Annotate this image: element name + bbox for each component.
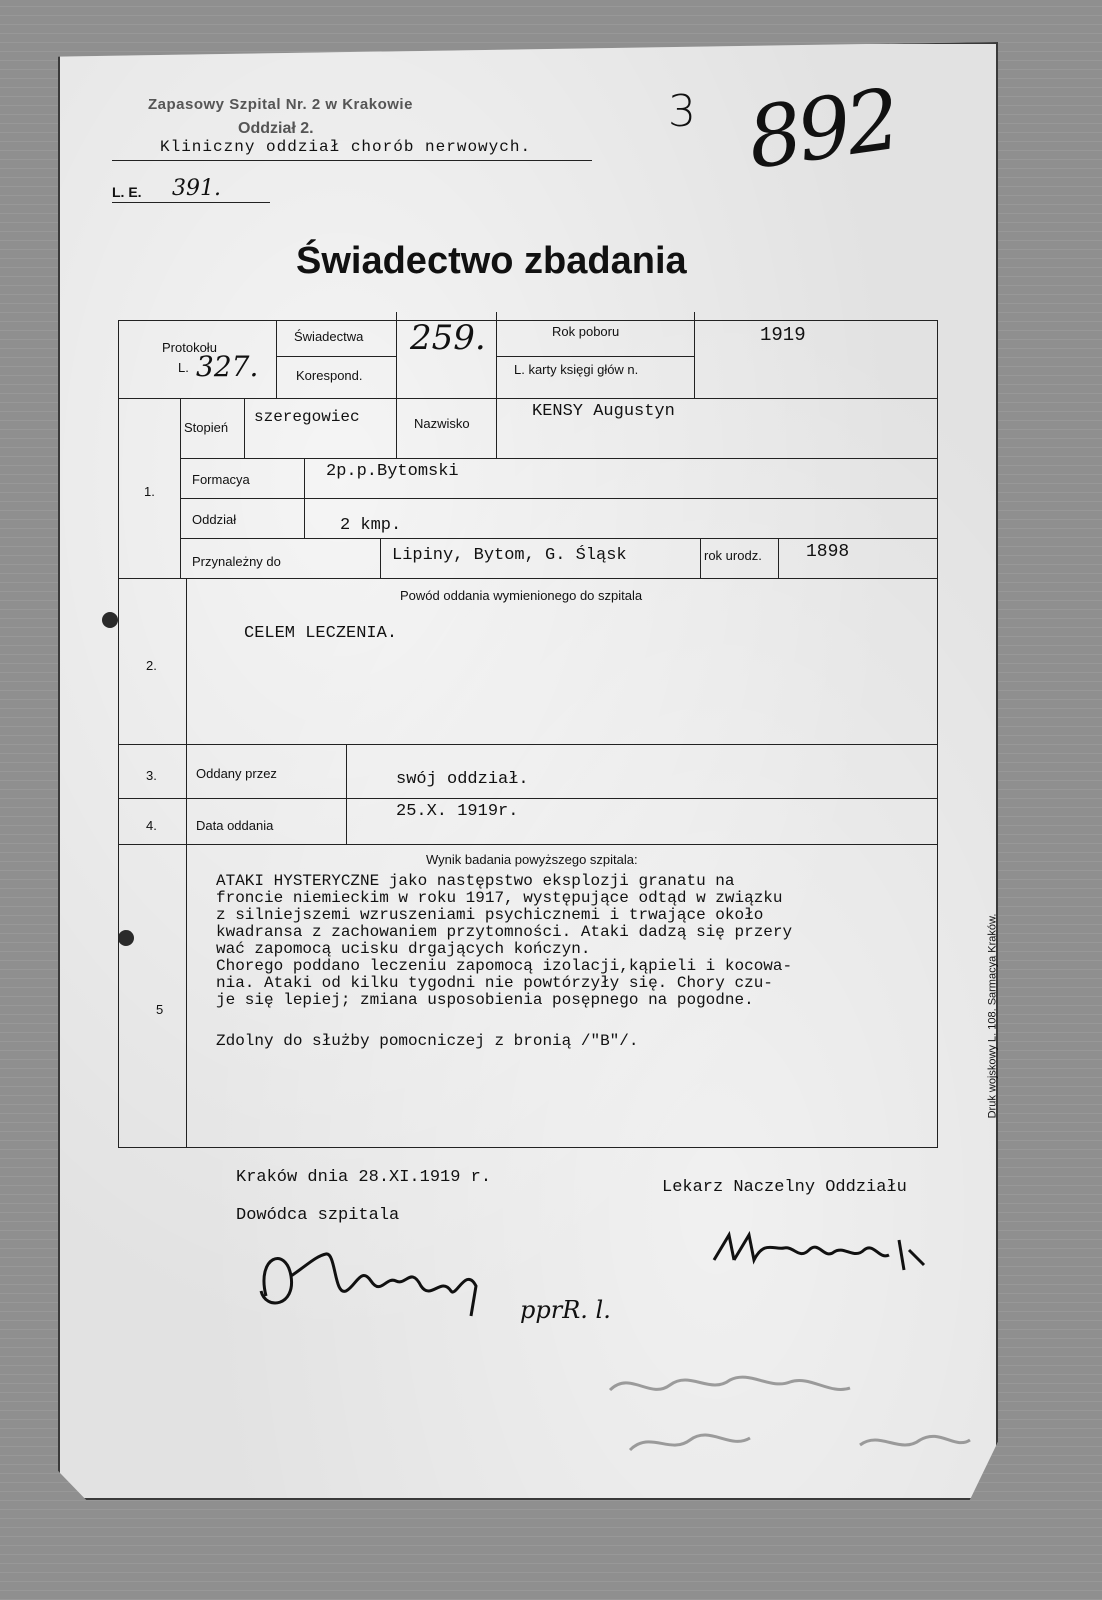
wynik-line: nia. Ataki od kilku tygodni nie powtórzyły się. Chory czu-: [216, 974, 773, 992]
grid-line: [118, 744, 938, 745]
grid-line: [276, 356, 396, 357]
stopien-value: szeregowiec: [254, 408, 360, 426]
le-underline: [112, 202, 270, 203]
grid-line: [118, 398, 938, 399]
commander-signature: [246, 1236, 506, 1326]
corner-number-small: 3: [668, 86, 696, 137]
wynik-line: je się lepiej; zmiana usposobienia posępnego na pogodne.: [216, 991, 754, 1009]
grid-line: [380, 538, 381, 578]
punch-hole-upper: [102, 612, 118, 628]
stopien-label: Stopień: [184, 420, 229, 435]
le-label: L. E.: [112, 184, 142, 200]
korespond-label: Korespond.: [296, 368, 363, 383]
commander-label: Dowódca szpitala: [236, 1206, 400, 1225]
grid-line: [244, 398, 245, 458]
commander-signature-suffix: pprR. l.: [520, 1296, 611, 1324]
place-date: Kraków dnia 28.XI.1919 r.: [236, 1168, 492, 1187]
zdolny-line: Zdolny do służby pomocniczej z bronią /"B"/.: [216, 1032, 639, 1050]
grid-line: [118, 798, 938, 799]
form-table: [118, 320, 938, 1148]
grid-line: [118, 844, 938, 845]
przynalezny-value: Lipiny, Bytom, G. Śląsk: [392, 546, 627, 565]
department-line: Kliniczny oddział chorób nerwowych.: [160, 138, 532, 156]
przynalezny-label: Przynależny do: [192, 554, 281, 569]
oddany-label: Oddany przez: [196, 766, 277, 781]
wynik-line: wać zapomocą ucisku drgających kończyn.: [216, 940, 591, 958]
section-4-number: 4.: [146, 818, 157, 833]
wynik-line: Chorego poddano leczeniu zapomocą izolacji,kąpieli i kocowa-: [216, 957, 793, 975]
formacya-value: 2p.p.Bytomski: [326, 462, 459, 481]
grid-line: [118, 578, 938, 579]
nazwisko-value: KENSY Augustyn: [532, 402, 675, 421]
faded-signature: [600, 1360, 980, 1480]
doctor-signature: [704, 1220, 934, 1290]
side-print-label: Druk wojskowy L. 108. Sarmacya Kraków.: [986, 913, 999, 1119]
protokolu-value: 327.: [196, 350, 259, 383]
wynik-line: froncie niemieckim w roku 1917, występujące odtąd w związku: [216, 889, 783, 907]
formacya-label: Formacya: [192, 472, 250, 487]
grid-line: [396, 398, 397, 458]
section-2-number: 2.: [146, 658, 157, 673]
le-value: 391.: [172, 176, 221, 201]
powod-value: CELEM LECZENIA.: [244, 624, 398, 643]
department-underline: [112, 160, 592, 161]
grid-line: [778, 538, 779, 578]
doctor-label: Lekarz Naczelny Oddziału: [662, 1178, 907, 1197]
grid-line: [496, 356, 694, 357]
section-1-number: 1.: [144, 484, 155, 499]
rok-urodz-label: rok urodz.: [704, 548, 762, 563]
grid-line: [496, 398, 497, 458]
section-5-number: 5: [156, 1002, 164, 1017]
grid-line: [496, 312, 497, 398]
swiadectwa-label: Świadectwa: [294, 329, 364, 344]
protokolu-label: Protokołu: [162, 340, 217, 355]
corner-number-large: 892: [741, 70, 903, 188]
wynik-line: z silniejszemi wzruszeniami psychicznemi i trwające około: [216, 906, 764, 924]
wynik-line: kwadransa z zachowaniem przytomności. Ataki dadzą się przery: [216, 923, 793, 941]
nazwisko-label: Nazwisko: [414, 416, 470, 431]
grid-line: [186, 578, 187, 1148]
grid-line: [180, 538, 938, 539]
oddzial-value: 2 kmp.: [340, 516, 402, 535]
hospital-stamp-line2: Oddział 2.: [238, 120, 314, 137]
rok-poboru-value: 1919: [760, 324, 806, 346]
grid-line: [180, 498, 938, 499]
wynik-line: ATAKI HYSTERYCZNE jako następstwo eksplozji granatu na: [216, 872, 735, 890]
grid-line: [700, 538, 701, 578]
grid-line: [396, 312, 397, 398]
rok-poboru-label: Rok poboru: [552, 324, 620, 339]
data-oddania-label: Data oddania: [196, 818, 274, 833]
oddzial-label: Oddział: [192, 512, 237, 527]
powod-label: Powód oddania wymienionego do szpitala: [400, 588, 643, 603]
wynik-label: Wynik badania powyższego szpitala:: [426, 852, 638, 867]
swiadectwa-value: 259.: [410, 318, 486, 358]
section-3-number: 3.: [146, 768, 157, 783]
karty-label: L. karty księgi głów n.: [514, 362, 639, 377]
protokolu-l-label: L.: [178, 360, 189, 375]
grid-line: [276, 320, 277, 398]
document-title: Świadectwo zbadania: [296, 240, 687, 282]
grid-line: [346, 744, 347, 844]
grid-line: [180, 458, 938, 459]
rok-urodz-value: 1898: [806, 542, 850, 562]
grid-line: [180, 398, 181, 578]
data-oddania-value: 25.X. 1919r.: [396, 802, 519, 821]
grid-line: [694, 312, 695, 398]
oddany-value: swój oddział.: [396, 770, 529, 789]
hospital-stamp-line1: Zapasowy Szpital Nr. 2 w Krakowie: [148, 96, 413, 113]
